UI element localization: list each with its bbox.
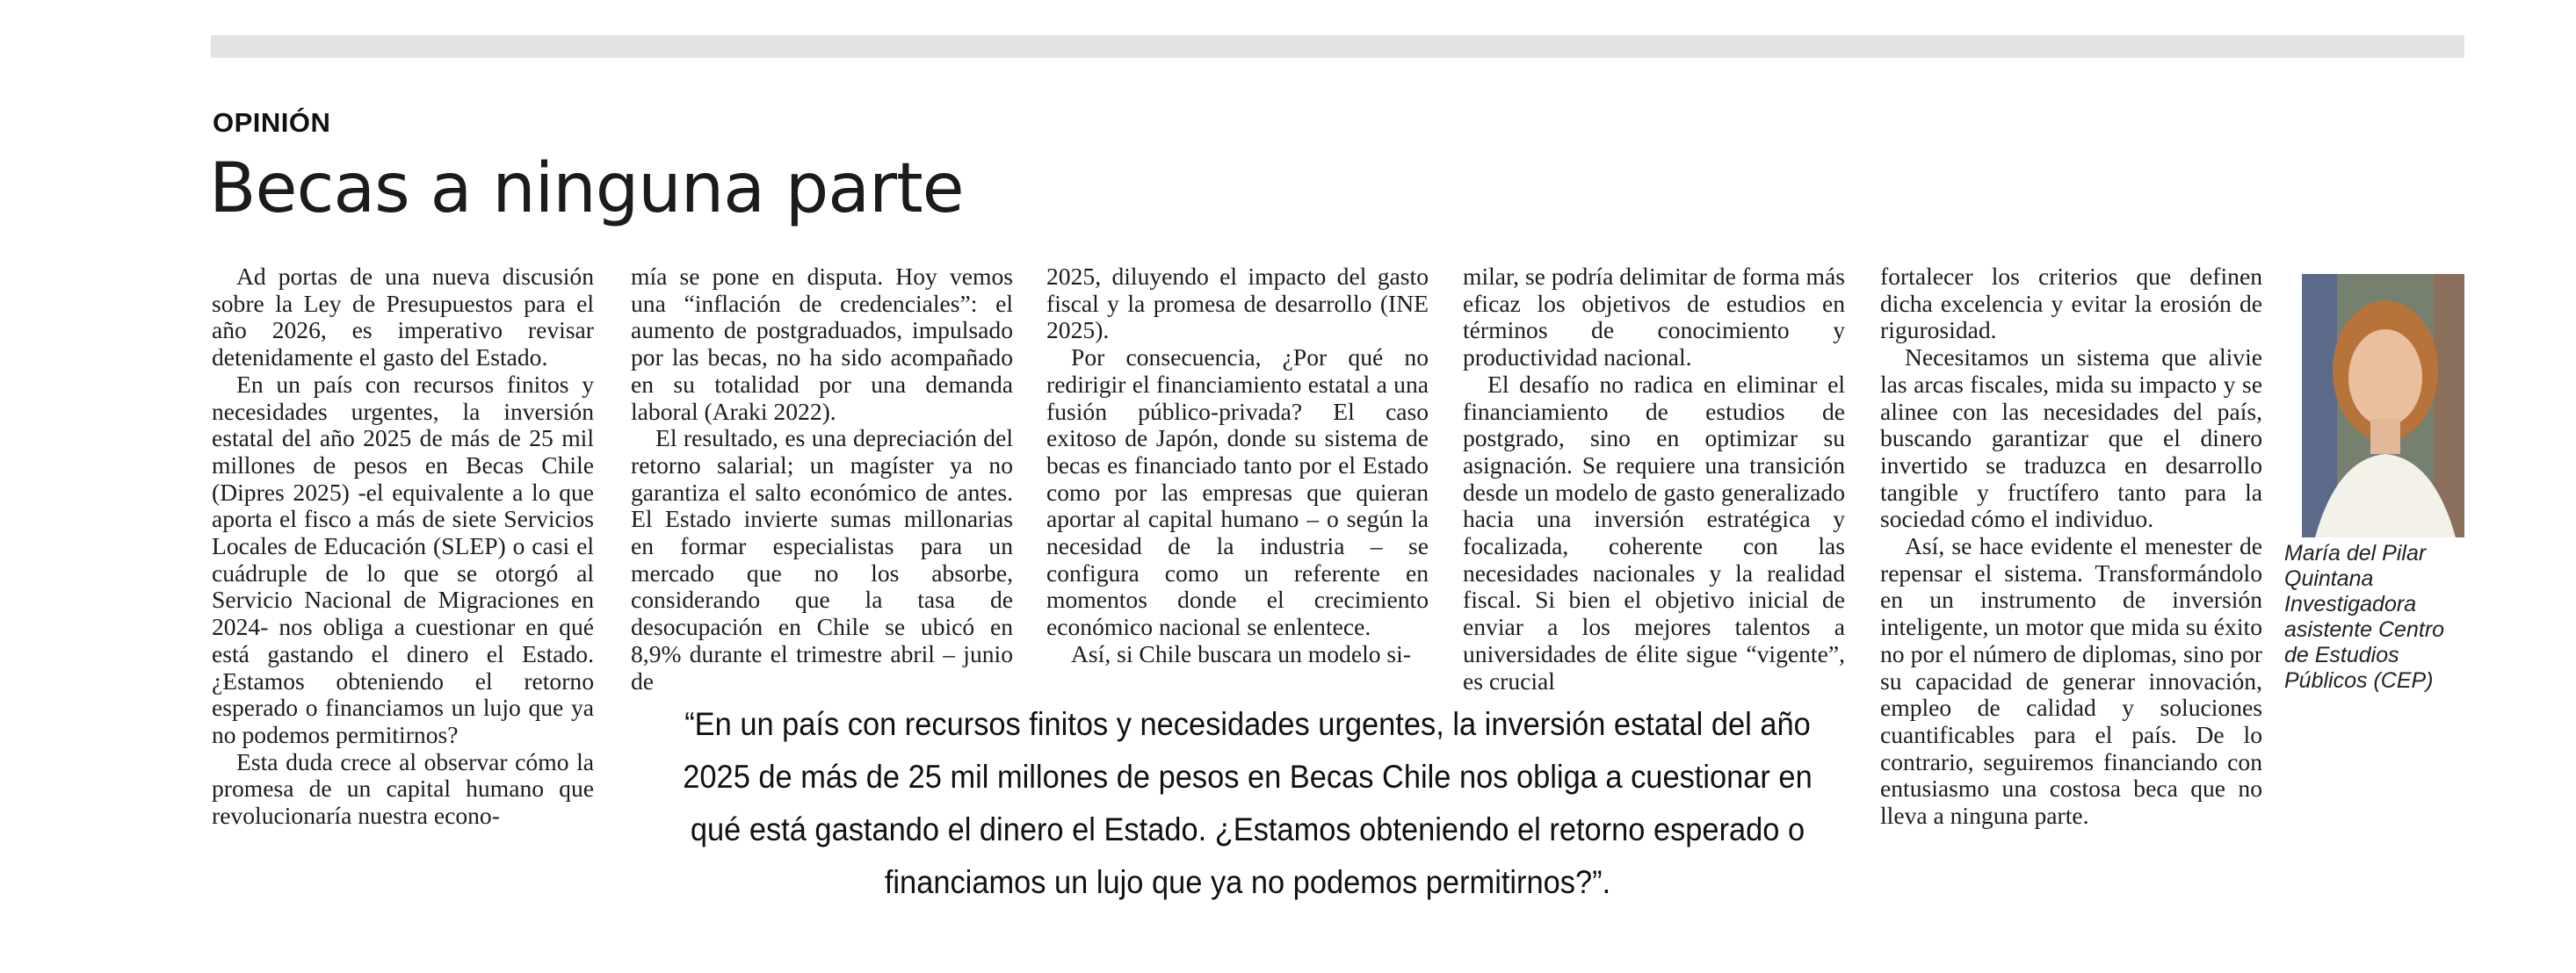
paragraph: El desafío no radica en eliminar el financiamiento de estudios de postgrado, sino en optimizar su asignación. Se requiere una transición desde un modelo de gasto generalizado hacia una inversión estratégica y focalizada, coherente con las necesidades nacionales y la realidad fiscal. Si bien el objetivo inicial de enviar a los mejores talentos a universidades de élite sigue “vigente”, es crucial bbox=[1463, 370, 1845, 695]
article-column-3 bbox=[1046, 263, 1429, 668]
author-portrait-icon bbox=[2302, 274, 2464, 537]
paragraph: milar, se podría delimitar de forma más eficaz los objetivos de estudios en términos de conocimiento y productividad nacional. bbox=[1463, 263, 1845, 371]
headline: Becas a ninguna parte bbox=[209, 149, 964, 228]
pull-quote: “En un país con recursos finitos y necesidades urgentes, la inversión estatal del año 2025 de más de 25 mil millones de pesos en Becas Chile nos obliga a cuestionar en qué está gastando el dinero el Estado. ¿Estamos obteniendo el retorno esperado o financiamos un lujo que ya no podemos permitirnos?”. bbox=[683, 706, 1813, 900]
article-column-1 bbox=[212, 263, 594, 830]
paragraph: Esta duda crece al observar cómo la promesa de un capital humano que revolucionaría nuestra econo- bbox=[212, 747, 594, 830]
section-label: OPINIÓN bbox=[213, 107, 331, 138]
author-role: Investigadora asistente Centro de Estudios Públicos (CEP) bbox=[2284, 592, 2445, 693]
author-caption bbox=[2284, 541, 2469, 694]
paragraph: Ad portas de una nueva discusión sobre la Ley de Presupuestos para el año 2026, es imperativo revisar detenidamente el gasto del Estado. bbox=[212, 263, 594, 371]
article-column-5 bbox=[1880, 263, 2262, 830]
paragraph: En un país con recursos finitos y necesidades urgentes, la inversión estatal del año 2025 de más de 25 mil millones de pesos en Becas Chile (Dipres 2025) -el equivalente a lo que aporta el fisco a más de siete Servicios Locales de Educación (SLEP) o casi el cuádruple de lo que se otorgó al Servicio Nacional de Migraciones en 2024- nos obliga a cuestionar en qué está gastando el dinero el Estado. ¿Estamos obteniendo el retorno esperado o financiamos un lujo que ya no podemos permitirnos? bbox=[212, 370, 594, 748]
article-column-2 bbox=[631, 263, 1013, 695]
article-column-4 bbox=[1463, 263, 1845, 695]
paragraph: El resultado, es una depreciación del retorno salarial; un magíster ya no garantiza el salto económico de antes. El Estado invierte sumas millonarias en formar especialistas para un mercado que no los absorbe, considerando que la tasa de desocupación en Chile se ubicó en 8,9% durante el trimestre abril – junio de bbox=[631, 424, 1013, 695]
paragraph: Necesitamos un sistema que alivie las arcas fiscales, mida su impacto y se alinee con las necesidades del país, buscando garantizar que el dinero invertido se traduzca en desarrollo tangible y fructífero tanto para la sociedad cómo el individuo. bbox=[1880, 343, 2262, 533]
paragraph: Así, si Chile buscara un modelo si- bbox=[1071, 639, 1412, 667]
paragraph: 2025, diluyendo el impacto del gasto fiscal y la promesa de desarrollo (INE 2025). bbox=[1046, 263, 1429, 344]
paragraph: Por consecuencia, ¿Por qué no redirigir el financiamiento estatal a una fusión público-privada? El caso exitoso de Japón, donde su sistema de becas es financiado tanto por el Estado como por las empresas que quieran aportar al capital humano – o según la necesidad de la industria – se configura como un referente en momentos donde el crecimiento económico nacional se enlentece. bbox=[1046, 343, 1429, 641]
paragraph: mía se pone en disputa. Hoy vemos una “inflación de credenciales”: el aumento de postgraduados, impulsado por las becas, no ha sido acompañado en su totalidad por una demanda laboral (Araki 2022). bbox=[631, 263, 1013, 425]
author-name: María del Pilar Quintana bbox=[2284, 541, 2427, 591]
paragraph: fortalecer los criterios que definen dicha excelencia y evitar la erosión de rigurosidad. bbox=[1880, 263, 2262, 344]
author-photo bbox=[2302, 274, 2464, 537]
paragraph: Así, se hace evidente el menester de repensar el sistema. Transformándolo en un instrumento de inversión inteligente, un motor que mida su éxito no por el número de diplomas, sino por su capacidad de generar innovación, empleo de calidad y soluciones cuantificables para el país. De lo contrario, seguiremos financiando con entusiasmo una costosa beca que no lleva a ninguna parte. bbox=[1880, 532, 2262, 830]
top-rule bbox=[211, 35, 2464, 58]
